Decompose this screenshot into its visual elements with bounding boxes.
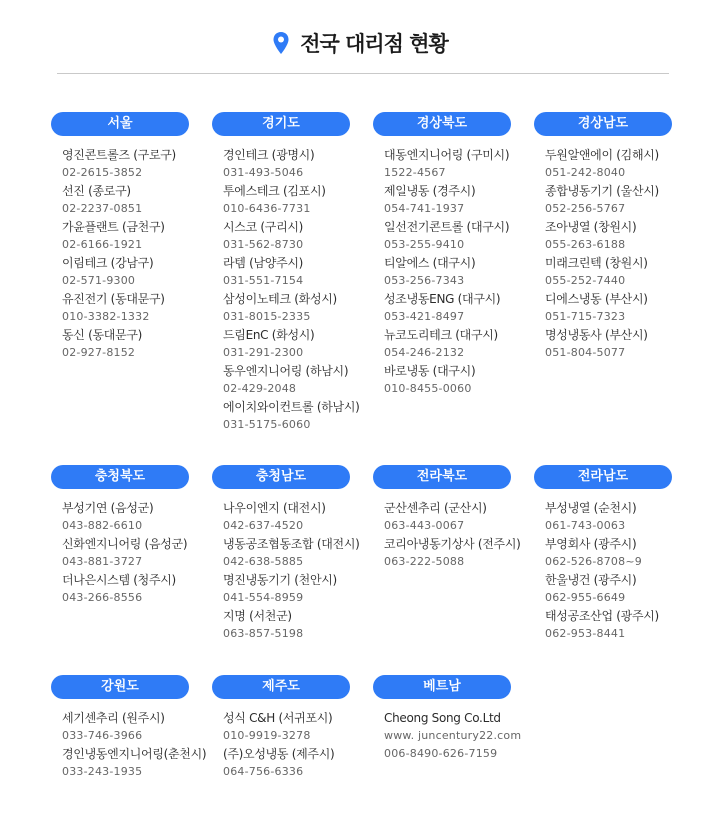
dealer-name: Cheong Song Co.Ltd xyxy=(384,711,501,725)
dealer-name: 부성기연 (음성군) xyxy=(62,501,154,515)
dealer-entry xyxy=(384,254,533,290)
dealer-name: 지명 (서천군) xyxy=(223,609,292,623)
dealer-name: 투에스테크 (김포시) xyxy=(223,184,326,198)
dealer-phone: 062-953-8441 xyxy=(545,627,626,640)
dealer-phone: 031-8015-2335 xyxy=(223,310,311,323)
dealer-name: 조아냉열 (창원시) xyxy=(545,220,637,234)
dealer-name: 영진콘트롤즈 (구로구) xyxy=(62,148,176,162)
dealer-entry xyxy=(223,398,372,434)
dealer-name: 명진냉동기기 (천안시) xyxy=(223,573,337,587)
dealer-entry xyxy=(384,326,533,362)
dealer-entry xyxy=(62,571,211,607)
dealer-phone: 062-526-8708~9 xyxy=(545,555,642,568)
dealer-phone: 062-955-6649 xyxy=(545,591,626,604)
region-badge: 전라북도 xyxy=(373,465,511,489)
dealer-name: 코리아냉동기상사 (전주시) xyxy=(384,537,521,551)
dealer-entry xyxy=(545,499,694,535)
dealer-name: 티알에스 (대구시) xyxy=(384,256,476,270)
dealer-entry xyxy=(545,326,694,362)
dealer-phone: 063-222-5088 xyxy=(384,555,465,568)
region-badge: 경기도 xyxy=(212,112,350,136)
dealer-entry xyxy=(223,326,372,362)
dealer-phone: 02-2237-0851 xyxy=(62,202,143,215)
dealer-phone: 054-246-2132 xyxy=(384,346,465,359)
dealer-phone: 064-756-6336 xyxy=(223,765,304,778)
dealer-entry xyxy=(545,146,694,182)
dealer-name: 부성냉열 (순천시) xyxy=(545,501,637,515)
dealer-phone: 033-746-3966 xyxy=(62,729,143,742)
region-gyeongnam xyxy=(534,112,694,362)
dealer-entry xyxy=(223,745,372,781)
dealer-name: 동신 (동대문구) xyxy=(62,328,143,342)
dealer-name: 성식 C&H (서귀포시) xyxy=(223,711,333,725)
dealer-entry xyxy=(223,254,372,290)
dealer-phone: 053-256-7343 xyxy=(384,274,465,287)
dealer-phone: 031-562-8730 xyxy=(223,238,304,251)
region-gyeongbuk xyxy=(373,112,533,398)
title-divider xyxy=(57,73,669,74)
dealer-entry xyxy=(62,709,211,745)
region-chungnam xyxy=(212,465,372,643)
dealer-phone: 042-637-4520 xyxy=(223,519,304,532)
dealer-entry xyxy=(223,146,372,182)
dealer-entry xyxy=(545,535,694,571)
dealer-name: 일선전기콘트롤 (대구시) xyxy=(384,220,510,234)
dealer-name: 제일냉동 (경주시) xyxy=(384,184,476,198)
dealer-phone: 010-9919-3278 xyxy=(223,729,311,742)
dealer-name: 선진 (종로구) xyxy=(62,184,131,198)
dealer-name: 드림EnC (화성시) xyxy=(223,328,315,342)
dealer-name: 태성공조산업 (광주시) xyxy=(545,609,659,623)
dealer-name: 나우이엔지 (대전시) xyxy=(223,501,326,515)
region-seoul xyxy=(51,112,211,362)
dealer-phone: 042-638-5885 xyxy=(223,555,304,568)
dealer-name: 군산센추리 (군산시) xyxy=(384,501,487,515)
dealer-phone: 063-857-5198 xyxy=(223,627,304,640)
dealer-entry xyxy=(62,254,211,290)
dealer-entry xyxy=(545,182,694,218)
dealer-entry xyxy=(62,146,211,182)
dealer-entry xyxy=(545,571,694,607)
dealer-phone: 010-8455-0060 xyxy=(384,382,472,395)
dealer-name: 부영회사 (광주시) xyxy=(545,537,637,551)
dealer-phone: 043-266-8556 xyxy=(62,591,143,604)
region-chungbuk xyxy=(51,465,211,607)
dealer-entry xyxy=(223,290,372,326)
dealer-name: 에이치와이컨트롤 (하남시) xyxy=(223,400,360,414)
dealer-entry xyxy=(62,745,211,781)
dealer-entry xyxy=(62,326,211,362)
dealer-entry xyxy=(223,709,372,745)
region-gyeonggi xyxy=(212,112,372,434)
dealer-phone: 053-255-9410 xyxy=(384,238,465,251)
dealer-name: 두원알앤에이 (김해시) xyxy=(545,148,659,162)
dealer-phone: 02-429-2048 xyxy=(223,382,297,395)
dealer-entry xyxy=(384,182,533,218)
dealer-name: 미래크린텍 (창원시) xyxy=(545,256,648,270)
dealer-phone: 053-421-8497 xyxy=(384,310,465,323)
dealer-entry xyxy=(384,535,533,571)
dealer-name: 삼성이노테크 (화성시) xyxy=(223,292,337,306)
dealer-name: 한울냉건 (광주시) xyxy=(545,573,637,587)
dealer-phone: 043-881-3727 xyxy=(62,555,143,568)
dealer-entry xyxy=(62,218,211,254)
dealer-entry xyxy=(223,182,372,218)
dealer-entry xyxy=(545,218,694,254)
dealer-name: 바로냉동 (대구시) xyxy=(384,364,476,378)
region-badge: 서울 xyxy=(51,112,189,136)
location-pin-icon xyxy=(272,31,290,55)
dealer-entry xyxy=(62,535,211,571)
dealer-entry xyxy=(223,218,372,254)
dealer-phone: 051-715-7323 xyxy=(545,310,626,323)
dealer-name: 디에스냉동 (부산시) xyxy=(545,292,648,306)
dealer-name: 더나은시스템 (청주시) xyxy=(62,573,176,587)
dealer-entry xyxy=(384,499,533,535)
page-title: 전국 대리점 현황 xyxy=(300,32,448,56)
dealer-entry xyxy=(384,290,533,326)
dealer-entry xyxy=(223,607,372,643)
dealer-phone: 051-242-8040 xyxy=(545,166,626,179)
dealer-name: 명성냉동사 (부산시) xyxy=(545,328,648,342)
dealer-phone: 006-8490-626-7159 xyxy=(384,747,498,760)
dealer-phone: 061-743-0063 xyxy=(545,519,626,532)
dealer-entry xyxy=(384,146,533,182)
dealer-entry xyxy=(223,535,372,571)
dealer-entry xyxy=(223,362,372,398)
region-vietnam xyxy=(373,675,533,763)
dealer-name: 대동엔지니어링 (구미시) xyxy=(384,148,510,162)
dealer-name: (주)오성냉동 (제주시) xyxy=(223,747,335,761)
dealer-phone: 052-256-5767 xyxy=(545,202,626,215)
dealer-phone: 033-243-1935 xyxy=(62,765,143,778)
dealer-name: 경인냉동엔지니어링(춘천시) xyxy=(62,747,207,761)
region-jeonnam xyxy=(534,465,694,643)
dealer-phone: 010-3382-1332 xyxy=(62,310,150,323)
dealer-phone: 02-6166-1921 xyxy=(62,238,143,251)
dealer-entry xyxy=(62,182,211,218)
dealer-phone: 010-6436-7731 xyxy=(223,202,311,215)
dealer-phone: 063-443-0067 xyxy=(384,519,465,532)
region-badge: 경상남도 xyxy=(534,112,672,136)
dealer-entry xyxy=(545,607,694,643)
dealer-name: 이림테크 (강남구) xyxy=(62,256,154,270)
region-badge: 전라남도 xyxy=(534,465,672,489)
dealer-entry xyxy=(62,290,211,326)
region-jeju xyxy=(212,675,372,781)
dealer-name: 종합냉동기기 (울산시) xyxy=(545,184,659,198)
region-badge: 베트남 xyxy=(373,675,511,699)
dealer-phone: 02-571-9300 xyxy=(62,274,136,287)
dealer-phone: 055-263-6188 xyxy=(545,238,626,251)
dealer-phone: 031-291-2300 xyxy=(223,346,304,359)
region-badge: 경상북도 xyxy=(373,112,511,136)
region-badge: 충청북도 xyxy=(51,465,189,489)
dealer-phone: 031-551-7154 xyxy=(223,274,304,287)
dealer-name: 시스코 (구리시) xyxy=(223,220,304,234)
dealer-phone: 054-741-1937 xyxy=(384,202,465,215)
dealer-phone: 041-554-8959 xyxy=(223,591,304,604)
dealer-name: 유진전기 (동대문구) xyxy=(62,292,165,306)
dealer-entry xyxy=(384,362,533,398)
region-jeonbuk xyxy=(373,465,533,571)
dealer-entry xyxy=(384,709,533,745)
dealer-name: 뉴코도리테크 (대구시) xyxy=(384,328,498,342)
dealer-phone: 031-5175-6060 xyxy=(223,418,311,431)
dealer-name: 동우엔지니어링 (하남시) xyxy=(223,364,349,378)
dealer-website[interactable]: www. juncentury22.com xyxy=(384,729,522,742)
dealer-phone: 1522-4567 xyxy=(384,166,446,179)
dealer-name: 냉동공조협동조합 (대전시) xyxy=(223,537,360,551)
dealer-name: 경인테크 (광명시) xyxy=(223,148,315,162)
dealer-phone: 02-2615-3852 xyxy=(62,166,143,179)
region-badge: 강원도 xyxy=(51,675,189,699)
dealer-entry xyxy=(223,499,372,535)
dealer-name: 신화엔지니어링 (음성군) xyxy=(62,537,188,551)
dealer-phone: 043-882-6610 xyxy=(62,519,143,532)
dealer-entry xyxy=(62,499,211,535)
dealer-phone: 051-804-5077 xyxy=(545,346,626,359)
dealer-entry xyxy=(384,745,533,763)
dealer-name: 라템 (남양주시) xyxy=(223,256,304,270)
dealer-phone: 031-493-5046 xyxy=(223,166,304,179)
dealer-name: 가윤플랜트 (금천구) xyxy=(62,220,165,234)
dealer-entry xyxy=(223,571,372,607)
page-header xyxy=(0,28,720,58)
region-gangwon xyxy=(51,675,211,781)
dealer-entry xyxy=(545,290,694,326)
dealer-name: 성조냉동ENG (대구시) xyxy=(384,292,501,306)
region-badge: 제주도 xyxy=(212,675,350,699)
dealer-entry xyxy=(384,218,533,254)
dealer-phone: 055-252-7440 xyxy=(545,274,626,287)
region-badge: 충청남도 xyxy=(212,465,350,489)
dealer-name: 세기센추리 (원주시) xyxy=(62,711,165,725)
dealer-entry xyxy=(545,254,694,290)
dealer-phone: 02-927-8152 xyxy=(62,346,136,359)
